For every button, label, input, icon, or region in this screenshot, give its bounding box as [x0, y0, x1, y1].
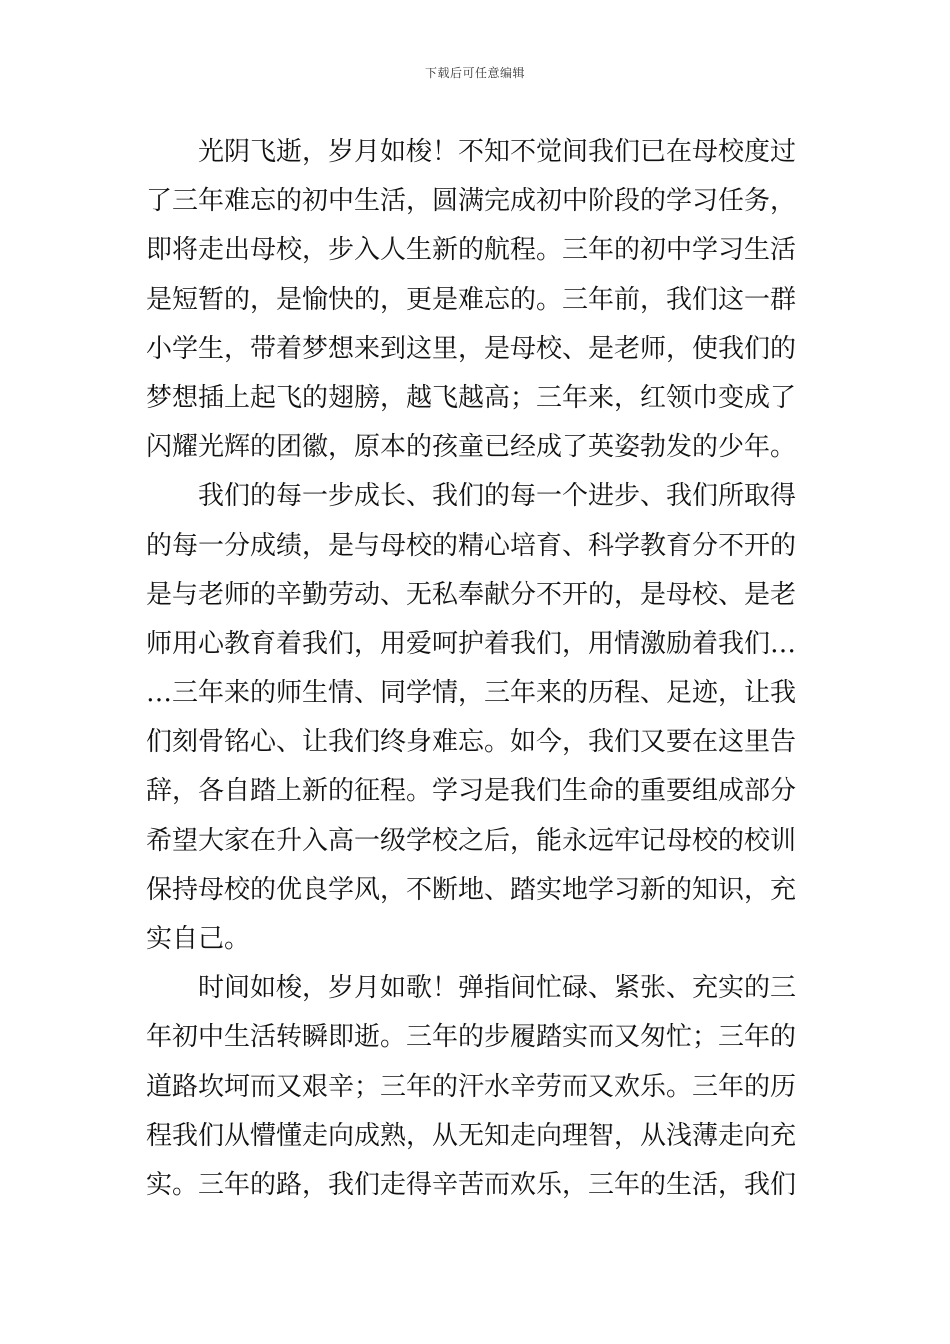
- paragraph-2-line-8: 希望大家在升入高一级学校之后，能永远牢记母校的校训: [146, 825, 797, 856]
- paragraph-3-line-2: 年初中生活转瞬即逝。三年的步履踏实而又匆忙；三年的: [146, 1022, 797, 1053]
- document-body: [146, 128, 808, 1210]
- paragraph-3-line-1: 时间如梭，岁月如歌！弹指间忙碌、紧张、充实的三: [198, 973, 797, 1004]
- paragraph-2-line-10: 实自己。: [146, 924, 251, 954]
- paragraph-2-line-9: 保持母校的优良学风，不断地、踏实地学习新的知识，充: [146, 874, 797, 905]
- paragraph-2-line-4: 师用心教育着我们，用爱呵护着我们，用情激励着我们…: [146, 628, 797, 659]
- paragraph-2-line-1: 我们的每一步成长、我们的每一个进步、我们所取得: [198, 481, 797, 512]
- paragraph-1-line-6: 梦想插上起飞的翅膀，越飞越高；三年来，红领巾变成了: [146, 382, 797, 413]
- paragraph-1-line-1: 光阴飞逝，岁月如梭！不知不觉间我们已在母校度过: [198, 137, 797, 167]
- paragraph-2-line-2: 的每一分成绩，是与母校的精心培育、科学教育分不开的: [146, 530, 797, 561]
- paragraph-3-line-4: 程我们从懵懂走向成熟，从无知走向理智，从浅薄走向充: [146, 1120, 797, 1151]
- paragraph-2-line-6: 们刻骨铭心、让我们终身难忘。如今，我们又要在这里告: [146, 727, 797, 758]
- paragraph-2-line-7: 辞，各自踏上新的征程。学习是我们生命的重要组成部分: [146, 776, 797, 807]
- paragraph-1-line-4: 是短暂的，是愉快的，更是难忘的。三年前，我们这一群: [146, 284, 797, 315]
- paragraph-2-line-5: …三年来的师生情、同学情，三年来的历程、足迹，让我: [146, 678, 797, 709]
- paragraph-1-line-7: 闪耀光辉的团徽，原本的孩童已经成了英姿勃发的少年。: [146, 432, 797, 463]
- paragraph-1-line-2: 了三年难忘的初中生活，圆满完成初中阶段的学习任务，: [146, 186, 797, 217]
- paragraph-2-line-3: 是与老师的辛勤劳动、无私奉献分不开的，是母校、是老: [146, 579, 797, 610]
- paragraph-3-line-5: 实。三年的路，我们走得辛苦而欢乐，三年的生活，我们: [146, 1169, 797, 1200]
- page-header: 下载后可任意编辑: [424, 66, 525, 80]
- paragraph-1-line-5: 小学生，带着梦想来到这里，是母校、是老师，使我们的: [146, 333, 797, 364]
- paragraph-3-line-3: 道路坎坷而又艰辛；三年的汗水辛劳而又欢乐。三年的历: [146, 1071, 797, 1102]
- paragraph-1-line-3: 即将走出母校，步入人生新的航程。三年的初中学习生活: [146, 235, 797, 266]
